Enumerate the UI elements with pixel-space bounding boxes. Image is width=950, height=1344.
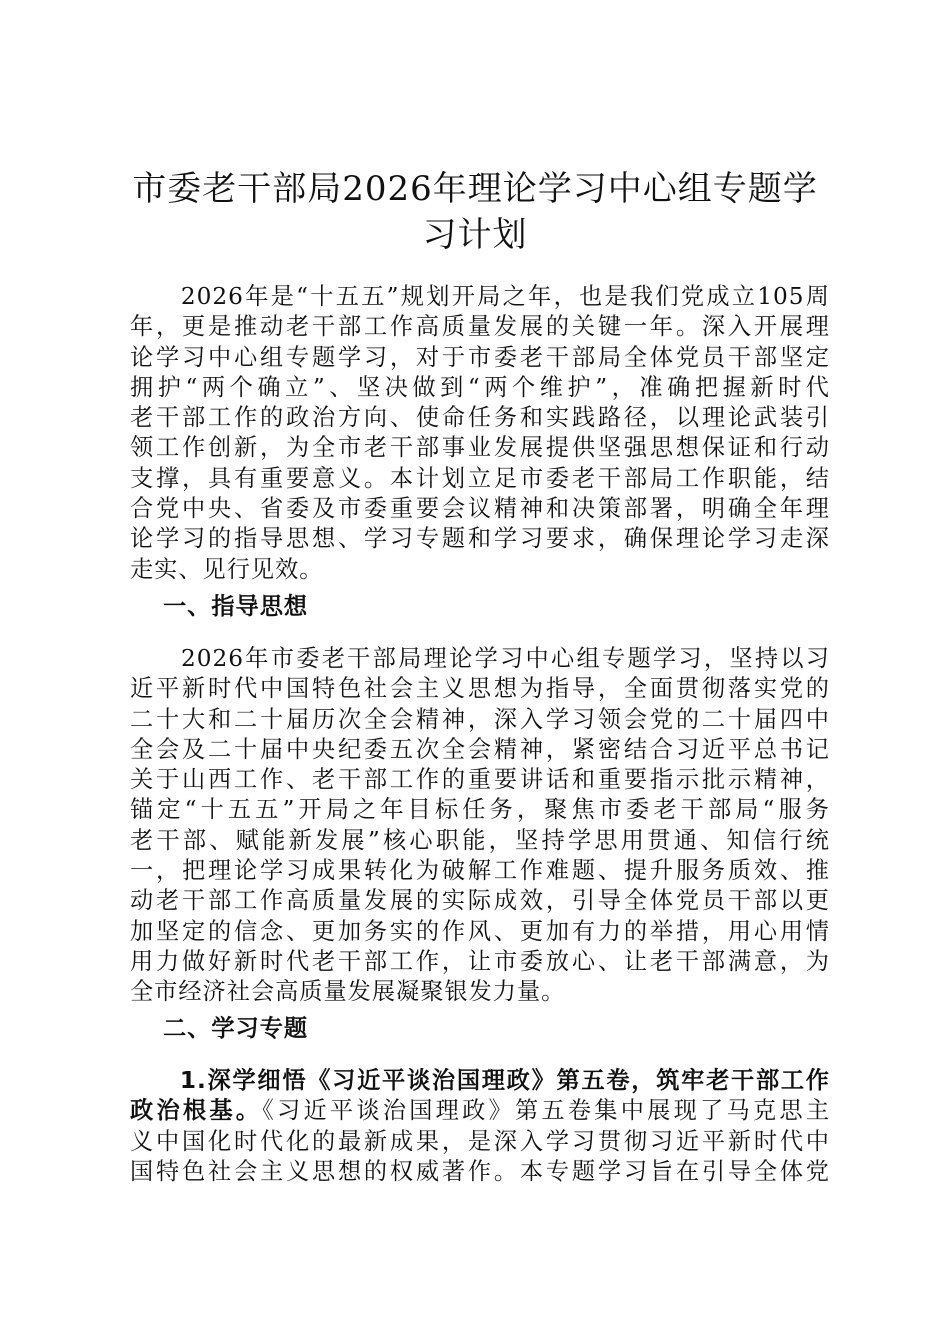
topic-1-bold-title: 1.深学细悟《习近平谈治国理政》第五卷，筑牢老干部工作 xyxy=(130,1067,830,1094)
intro-line: 拥护“两个确立”、坚决做到“两个维护”，准确把握新时代 xyxy=(130,373,830,401)
intro-line: 合党中央、省委及市委重要会议精神和决策部署，明确全年理 xyxy=(130,495,830,523)
topic-1-paragraph xyxy=(130,1066,830,1187)
document-title xyxy=(100,166,850,258)
topic-1-line: 义中国化时代化的最新成果，是深入学习贯彻习近平新时代中 xyxy=(130,1127,830,1155)
guiding-line: 近平新时代中国特色社会主义思想为指导，全面贯彻落实党的 xyxy=(130,675,830,703)
intro-paragraph xyxy=(130,282,830,585)
intro-line: 支撑，具有重要意义。本计划立足市委老干部局工作职能，结 xyxy=(130,464,830,492)
guiding-thought-paragraph xyxy=(130,644,830,1008)
topic-1-line xyxy=(130,1096,830,1126)
intro-line: 2026年是“十五五”规划开局之年，也是我们党成立105周 xyxy=(130,283,830,310)
guiding-line: 一，把理论学习成果转化为破解工作难题、提升服务质效、推 xyxy=(130,857,830,885)
guiding-line: 二十大和二十届历次全会精神，深入学习领会党的二十届四中 xyxy=(130,705,830,733)
guiding-line: 加坚定的信念、更加务实的作风、更加有力的举措，用心用情 xyxy=(130,917,830,945)
guiding-line: 用力做好新时代老干部工作，让市委放心、让老干部满意，为 xyxy=(130,947,830,975)
intro-line: 老干部工作的政治方向、使命任务和实践路径，以理论武装引 xyxy=(130,404,830,432)
document-title-line-2: 习计划 xyxy=(422,215,528,255)
guiding-line: 全市经济社会高质量发展凝聚银发力量。 xyxy=(130,978,566,1006)
guiding-line: 锚定“十五五”开局之年目标任务，聚焦市委老干部局“服务 xyxy=(130,796,830,824)
guiding-line: 2026年市委老干部局理论学习中心组专题学习，坚持以习 xyxy=(130,645,830,672)
intro-line: 领工作创新，为全市老干部事业发展提供坚强思想保证和行动 xyxy=(130,434,830,462)
section-heading-guiding-thought: 一、指导思想 xyxy=(163,593,309,620)
guiding-line: 动老干部工作高质量发展的实际成效，引导全体党员干部以更 xyxy=(130,887,830,915)
intro-line: 年，更是推动老干部工作高质量发展的关键一年。深入开展理 xyxy=(130,313,830,341)
topic-1-text: 《习近平谈治国理政》第五卷集中展现了马克思主 xyxy=(262,1097,830,1125)
topic-1-bold-title-end: 政治根基。 xyxy=(130,1097,263,1125)
intro-line: 走实、见行见效。 xyxy=(130,555,324,583)
intro-line: 论学习的指导思想、学习专题和学习要求，确保理论学习走深 xyxy=(130,525,830,553)
guiding-line: 关于山西工作、老干部工作的重要讲话和重要指示批示精神， xyxy=(130,766,830,794)
section-heading-study-topics: 二、学习专题 xyxy=(163,1015,309,1042)
intro-line: 论学习中心组专题学习，对于市委老干部局全体党员干部坚定 xyxy=(130,343,830,371)
guiding-line: 老干部、赋能新发展”核心职能，坚持学思用贯通、知信行统 xyxy=(130,826,830,854)
topic-1-line: 国特色社会主义思想的权威著作。本专题学习旨在引导全体党 xyxy=(130,1157,830,1185)
guiding-line: 全会及二十届中央纪委五次全会精神，紧密结合习近平总书记 xyxy=(130,735,830,763)
document-title-line-1: 市委老干部局2026年理论学习中心组专题学 xyxy=(132,169,818,209)
